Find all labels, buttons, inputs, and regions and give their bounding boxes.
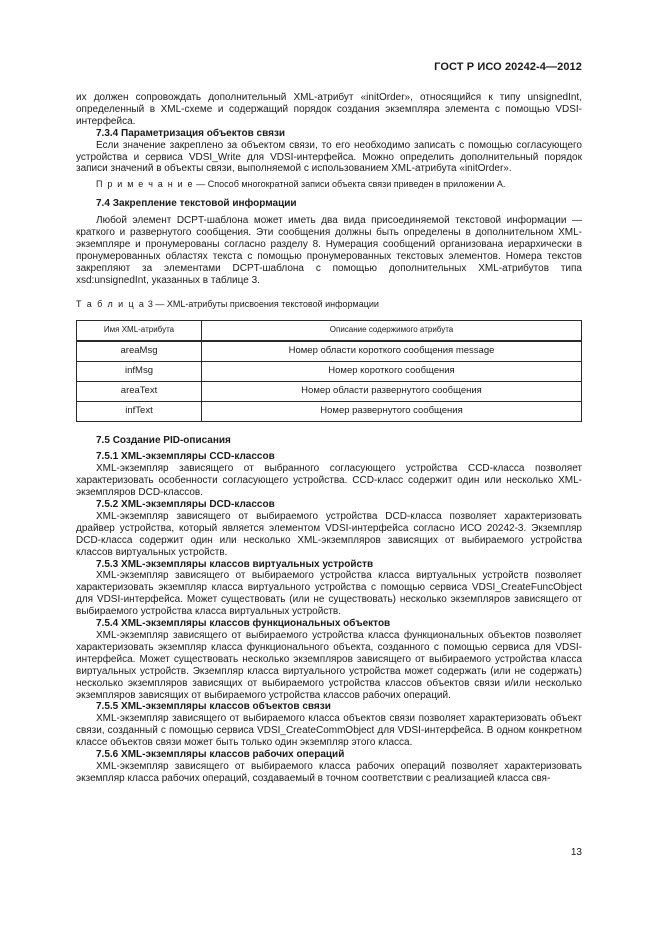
section-7-4-body: Любой элемент DCPT-шаблона может иметь два вида присоединяемой текстовой информации — краткого и развернутого сообщения. Эти сообщения должны быть определены в дополнительном XML-экземпляре и пронумерованы согласно разделу 8. Нумерация сообщений организована иерархически в пронумерованных областях текста с помощью пронумерованных текстовых элементов. Номера текстов закрепляют за элементами DCPT-шаблона с помощью дополнительных XML-атрибутов типа xsd:unsignedInt, указанных в таблице 3. — [76, 215, 582, 286]
section-7-5-6-body: XML-экземпляр зависящего от выбираемого класса рабочих операций позволяет характеризовать экземпляр класса рабочих операций, создаваемый в точном соответствии с реализацией класса свя- — [76, 760, 582, 784]
attribute-description-cell: Номер области короткого сообщения message — [202, 341, 582, 362]
document-header: ГОСТ Р ИСО 20242-4—2012 — [434, 61, 582, 73]
section-7-5-1-body: XML-экземпляр зависящего от выбранного согласующего устройства CCD-класса позволяет характеризовать особенности согласующего устройства. CCD-класс содержит один или несколько XML-экземпляров DCD-классов. — [76, 463, 582, 499]
section-7-5-5-body: XML-экземпляр зависящего от выбираемого класса объектов связи позволяет характеризовать объект связи, созданный с помощью сервиса VDSI_CreateCommObject для VDSI-интерфейса. В одном конкретном классе объектов связи может быть только один экземпляр этого класса. — [76, 713, 582, 749]
table-header-row — [77, 320, 582, 341]
page-content — [76, 92, 582, 785]
section-7-5-6-heading — [76, 749, 582, 761]
section-7-5-4-body: XML-экземпляр зависящего от выбираемого устройства класса функциональных объектов позволяет характеризовать экземпляр класса функционального объекта, созданного с помощью сервиса для VDSI-интерфейса. Может существовать несколько экземпляров зависящего от выбираемого устройства класса виртуальных устройств. Экземпляр класса виртуального устройства может содержать (или не содержать) несколько экземпляров зависящих от выбираемого устройства классов объектов связи и/или несколько экземпляров зависящих от выбираемого устройства классов рабочих операций. — [76, 630, 582, 701]
note-label: П р и м е ч а н и е — [96, 179, 194, 190]
intro-paragraph: их должен сопровождать дополнительный XML-атрибут «initOrder», относящийся к типу unsignedInt, определенный в XML-схеме и содержащий порядок создания экземпляра элемента с помощью VDSI-интерфейса. — [76, 92, 582, 127]
section-number: 7.5 — [96, 434, 110, 446]
section-number: 7.5.6 — [96, 749, 119, 761]
section-number: 7.5.2 — [96, 499, 119, 511]
section-title: Параметризация объектов связи — [121, 127, 286, 139]
section-number: 7.5.4 — [96, 618, 119, 630]
attribute-description-cell: Номер короткого сообщения — [202, 361, 582, 381]
attribute-name-cell: areaText — [77, 381, 202, 401]
header-attribute-name: Имя XML-атрибута — [77, 320, 202, 341]
section-number: 7.5.1 — [96, 451, 119, 463]
table-row — [77, 361, 582, 381]
section-title: XML-экземпляры классов функциональных объектов — [121, 618, 391, 630]
section-7-3-4-body: Если значение закреплено за объектом связи, то его необходимо записать с помощью согласующего устройства и сервиса VDSI_Write для VDSI-интерфейса. Можно определить дополнительный порядок записи значений в объекты связи, выполняемой с использованием XML-атрибута «initOrder». — [76, 139, 582, 175]
attributes-table — [76, 320, 582, 422]
section-7-5-2-heading — [76, 499, 582, 511]
table-row — [77, 381, 582, 401]
page-number: 13 — [570, 847, 582, 858]
section-title: XML-экземпляры CCD-классов — [121, 451, 275, 463]
section-title: Закрепление текстовой информации — [112, 198, 297, 210]
table-row — [77, 401, 582, 421]
section-number: 7.5.5 — [96, 701, 119, 713]
table-caption — [76, 299, 582, 311]
header-attribute-description: Описание содержимого атрибута — [202, 320, 582, 341]
section-title: XML-экземпляры DCD-классов — [121, 499, 275, 511]
section-title: XML-экземпляры классов рабочих операций — [121, 749, 345, 761]
section-title: XML-экземпляры классов виртуальных устройств — [121, 558, 374, 570]
attribute-name-cell: infMsg — [77, 361, 202, 381]
attribute-description-cell: Номер развернутого сообщения — [202, 401, 582, 421]
section-7-5-2-body: XML-экземпляр зависящего от выбираемого устройства DCD-класса позволяет характеризовать драйвер устройства, который является элементом VDSI-интерфейса согласно ИСО 20242-3. Экземпляр DCD-класса содержит один или несколько XML-экземпляров зависящих от выбираемого устройства классов виртуальных устройств. — [76, 510, 582, 558]
section-number: 7.5.3 — [96, 558, 119, 570]
section-title: XML-экземпляры классов объектов связи — [121, 701, 331, 713]
section-number: 7.4 — [96, 198, 110, 210]
section-7-5-1-heading — [76, 451, 582, 463]
section-number: 7.3.4 — [96, 127, 119, 139]
section-7-5-5-heading — [76, 701, 582, 713]
attribute-name-cell: areaMsg — [77, 341, 202, 362]
table-caption-text: 3 — XML-атрибуты присвоения текстовой информации — [145, 298, 379, 309]
section-7-4-heading — [76, 198, 582, 210]
section-7-5-heading — [76, 435, 582, 447]
table-row — [77, 341, 582, 362]
attribute-description-cell: Номер области развернутого сообщения — [202, 381, 582, 401]
section-7-3-4-heading — [76, 128, 582, 140]
note-text: — Способ многократной записи объекта связи приведен в приложении А. — [193, 179, 506, 190]
attribute-name-cell: infText — [77, 401, 202, 421]
table-caption-label: Т а б л и ц а — [76, 298, 146, 309]
section-7-5-3-body: XML-экземпляр зависящего от выбираемого устройства класса виртуальных устройств позволяет характеризовать экземпляр класса виртуального устройства с помощью сервиса VDSI_CreateFuncObject для VDSI-интерфейса. Может существовать (или не существовать) несколько экземпляров зависящего от выбираемого устройства класса виртуальных устройств. — [76, 570, 582, 618]
section-title: Создание PID-описания — [112, 434, 231, 446]
section-7-5-4-heading — [76, 618, 582, 630]
note — [76, 179, 582, 191]
section-7-5-3-heading — [76, 559, 582, 571]
